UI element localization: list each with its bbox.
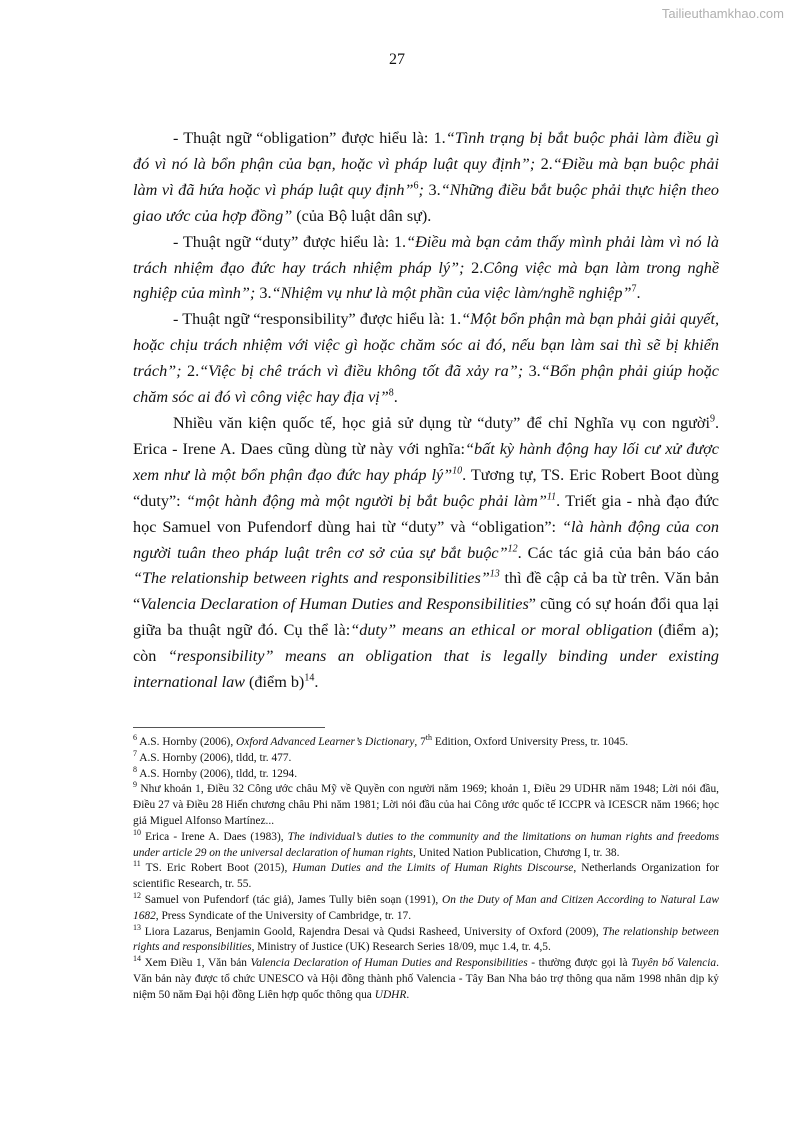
footnote-ref: 8 xyxy=(133,764,137,774)
footnote-ref: 13 xyxy=(489,569,500,581)
text-run: Nhiều văn kiện quốc tế, học giả sử dụng từ “duty” để chỉ Nghĩa vụ con người xyxy=(173,413,710,432)
text-run: “Nhiệm vụ như là một phần của việc làm/nghề nghiệp” xyxy=(271,284,632,303)
text-run: - Thuật ngữ “duty” được hiểu là: 1. xyxy=(173,232,407,251)
text-run: Samuel von Pufendorf (tác giả), James Tully biên soạn (1991), xyxy=(141,893,442,906)
text-run: . Erica - Irene A. Daes cũng dùng từ này với nghĩa: xyxy=(133,413,719,458)
footnote-ref: 14 xyxy=(133,954,141,964)
text-run: Valencia Declaration of Human Duties and Responsibilities xyxy=(250,957,528,970)
footnote-ref: 10 xyxy=(452,465,463,477)
text-run: - thường được gọi là xyxy=(527,957,632,970)
watermark-text: Tailieuthamkhao.com xyxy=(661,6,784,21)
text-run: “một hành động mà một người bị bắt buộc phải làm” xyxy=(186,491,547,510)
body-text xyxy=(133,126,719,696)
text-run: “responsibility” means an obligation that is legally binding under existing international law xyxy=(133,647,720,692)
text-run: “Bổn phận phải giúp hoặc chăm sóc ai đó vì công việc hay địa vị” xyxy=(133,362,719,407)
text-run: . xyxy=(314,673,319,692)
footnote-ref: th xyxy=(425,733,432,743)
text-run: “Tình trạng bị bắt buộc phải làm điều gì đó vì nó là bổn phận của bạn, hoặc vì pháp luật quy định”; xyxy=(133,129,719,173)
text-run: ” cũng có sự hoán đổi qua lại giữa ba thuật ngữ đó. Cụ thể là: xyxy=(133,595,719,640)
text-run: - Thuật ngữ “responsibility” được hiểu là: 1. xyxy=(173,310,462,329)
text-run: Liora Lazarus, Benjamin Goold, Rajendra Desai và Qudsi Rasheed, University of Oxford (2009), xyxy=(141,925,603,938)
text-run: “Một bổn phận mà bạn phải giải quyết, hoặc chịu trách nhiệm với việc gì hoặc chăm sóc ai đó, nếu bạn làm sai thì sẽ bị khiển trách”; xyxy=(133,310,719,381)
text-run: , 7 xyxy=(414,736,426,748)
text-run: ; xyxy=(418,180,429,199)
text-run: - Thuật ngữ “obligation” được hiểu là: 1. xyxy=(173,129,446,147)
text-run: “Điều mà bạn cảm thấy mình phải làm vì nó là trách nhiệm đạo đức hay trách nhiệm pháp lý”; xyxy=(133,232,719,277)
text-run: (điểm a); còn xyxy=(133,621,719,666)
footnote-ref: 9 xyxy=(133,780,137,790)
text-run: Oxford Advanced Learner’s Dictionary xyxy=(236,736,415,748)
footnote-separator xyxy=(133,727,325,728)
text-run: Valencia Declaration of Human Duties and Responsibilities xyxy=(140,595,529,614)
paragraph xyxy=(133,411,719,696)
footnote-ref: 12 xyxy=(507,543,518,555)
text-run: . Triết gia - nhà đạo đức học Samuel von Pufendorf dùng hai từ “duty” và “obligation”: xyxy=(133,491,719,536)
text-run: . Tương tự, TS. Eric Robert Boot dùng “duty”: xyxy=(133,465,719,510)
text-run: “Những điều bắt buộc phải thực hiện theo giao ước của hợp đồng” xyxy=(133,180,720,225)
footnote-ref: 13 xyxy=(133,922,141,932)
text-run: “Điều mà bạn buộc phải làm vì đã hứa hoặc vì pháp luật quy định” xyxy=(133,154,719,199)
text-run: Edition, Oxford University Press, tr. 1045. xyxy=(432,736,629,748)
footnote-ref: 14 xyxy=(304,672,315,684)
footnote xyxy=(133,827,720,862)
paragraph xyxy=(133,126,719,230)
footnote-ref: 6 xyxy=(413,180,419,192)
text-run: Công việc mà bạn làm trong nghề nghiệp của mình”; xyxy=(133,258,720,303)
footnote-ref: 7 xyxy=(631,284,637,296)
text-run: (của Bộ luật dân sự). xyxy=(292,206,432,225)
text-run: The relationship between rights and responsibilities xyxy=(133,925,719,954)
footnote xyxy=(133,764,719,783)
footnote-ref: 9 xyxy=(709,413,715,425)
text-run: “là hành động của con người tuân theo pháp luật trên cơ sở của sự bắt buộc” xyxy=(133,517,719,562)
text-run: 3. xyxy=(428,180,441,199)
text-run: “duty” means an ethical or moral obligation xyxy=(350,621,653,640)
text-run: TS. Eric Robert Boot (2015), xyxy=(140,862,293,875)
text-run: The individual’s duties to the community and the limitations on human rights and freedoms under article 29 on the universal declaration of human rights, xyxy=(133,830,720,859)
text-run: A.S. Hornby (2006), xyxy=(137,736,237,748)
text-run: 3. xyxy=(259,284,272,303)
footnote-ref: 11 xyxy=(546,491,557,503)
text-run: A.S. Hornby (2006), tldd, tr. 1294. xyxy=(137,767,298,780)
text-run: 2. xyxy=(187,362,200,381)
footnote-ref: 11 xyxy=(133,859,141,869)
paragraph xyxy=(133,230,719,308)
text-run: (điểm b) xyxy=(244,673,305,692)
text-run: “Việc bị chê trách vì điều không tốt đã xảy ra”; xyxy=(199,362,529,381)
text-run: . xyxy=(406,988,410,1001)
text-run: . xyxy=(393,388,398,407)
text-run: A.S. Hornby (2006), tldd, tr. 477. xyxy=(137,751,292,764)
text-run: United Nation Publication, Chương I, tr. 38. xyxy=(415,846,620,859)
footnote xyxy=(133,782,719,829)
text-run: Xem Điều 1, Văn bản xyxy=(141,957,251,970)
footnote xyxy=(133,893,719,925)
footnote xyxy=(133,861,719,893)
paragraph xyxy=(133,307,719,411)
text-run: . Văn bản này được tổ chức UNESCO và Hội đồng thành phố Valencia - Tây Ban Nha bảo trợ thông qua năm 1998 nhân dịp kỷ niệm 50 năm Đại hội đồng Liên hợp quốc thông qua xyxy=(133,957,719,1001)
page-number: 27 xyxy=(389,51,405,68)
text-run: Human Duties and the Limits of Human Rights Discourse xyxy=(292,862,574,875)
text-run: , Netherlands Organization for scientific Research, tr. 55. xyxy=(133,862,719,891)
footnotes xyxy=(133,735,719,1004)
text-run: 2. xyxy=(471,258,484,277)
footnote-ref: 12 xyxy=(133,891,141,901)
text-run: “The relationship between rights and responsibilities” xyxy=(133,569,490,588)
text-run: , Ministry of Justice (UK) Research Series 18/09, mục 1.4, tr. 4,5. xyxy=(251,941,551,954)
footnote-ref: 6 xyxy=(133,733,137,743)
footnote xyxy=(133,751,719,767)
text-run: 2. xyxy=(540,154,553,173)
text-run: , Press Syndicate of the University of Cambridge, tr. 17. xyxy=(155,909,412,922)
text-run: 3. xyxy=(528,362,541,381)
text-run: UDHR xyxy=(374,988,407,1001)
text-run: On the Duty of Man and Citizen According to Natural Law 1682 xyxy=(133,893,719,922)
text-run: Tuyên bố Valencia xyxy=(631,957,717,970)
footnote-ref: 10 xyxy=(133,827,141,837)
footnote-ref: 7 xyxy=(133,749,137,758)
text-run: . Các tác giả của bản báo cáo xyxy=(517,543,720,562)
text-run: Như khoản 1, Điều 32 Công ước châu Mỹ về Quyền con người năm 1969; khoản 1, Điều 29 UDHR năm 1948; Lời nói đầu, Điều 27 và Điều 28 Hiến chương châu Phi năm 1981; Lời nói đầu của hai Công ước quốc tế ICCPR và ICESCR năm 1966; học giả Miguel Alfonso Martínez... xyxy=(133,783,719,827)
footnote xyxy=(133,735,719,751)
text-run: . xyxy=(636,284,641,303)
footnote xyxy=(133,922,719,957)
text-run: thì đề cập cả ba từ trên. Văn bản “ xyxy=(133,569,719,614)
text-run: “bất kỳ hành động hay lối cư xử được xem như là một bổn phận đạo đức hay pháp lý” xyxy=(133,439,719,484)
footnote-ref: 8 xyxy=(388,387,394,399)
footnote xyxy=(133,956,719,1003)
text-run: Erica - Irene A. Daes (1983), xyxy=(141,830,288,843)
